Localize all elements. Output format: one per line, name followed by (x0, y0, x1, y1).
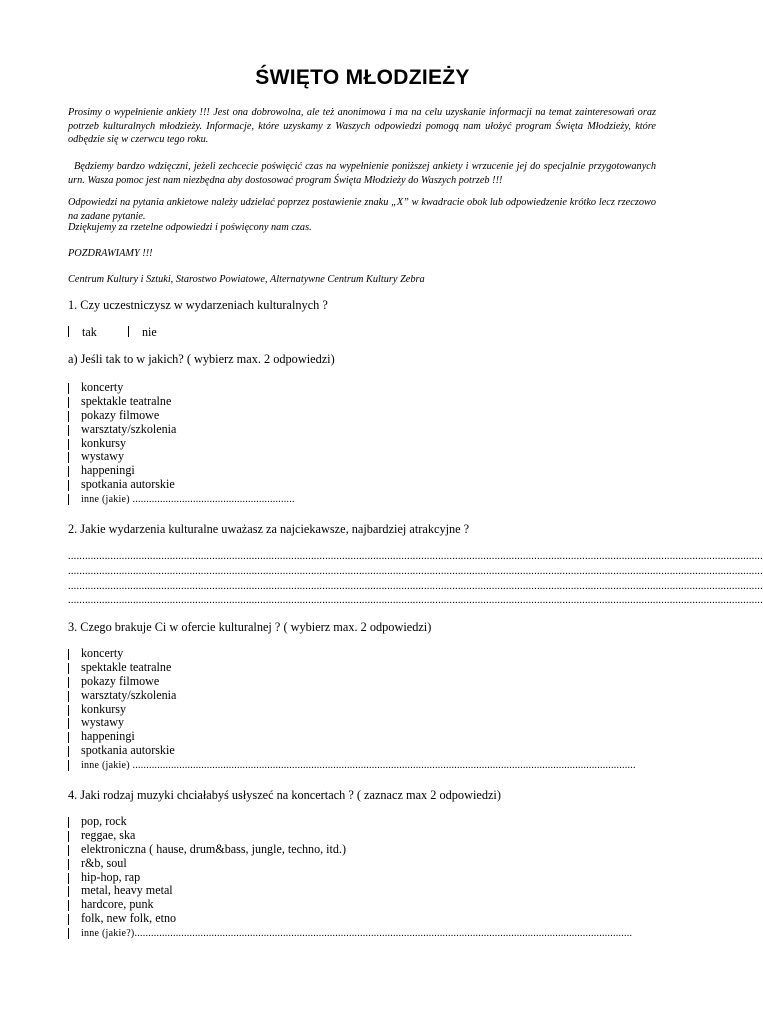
answer-line[interactable]: ...................................................................................................................................................................................................................................................... (68, 581, 763, 592)
option-label: reggae, ska (81, 827, 136, 842)
checkbox[interactable] (68, 466, 69, 477)
option-label: r&b, soul (81, 855, 127, 870)
answer-line[interactable]: ...................................................................................................................................................................................................................................................... (68, 551, 763, 562)
question-1: 1. Czy uczestniczysz w wydarzeniach kulturalnych ? (68, 298, 328, 312)
option[interactable] (68, 478, 295, 492)
checkbox[interactable] (68, 817, 69, 828)
option[interactable] (68, 381, 295, 395)
option-label: warsztaty/szkolenia (81, 687, 177, 702)
option[interactable] (68, 450, 295, 464)
option-label: koncerty (81, 646, 124, 660)
option[interactable] (68, 661, 655, 675)
checkbox[interactable] (68, 439, 69, 450)
option[interactable] (68, 423, 295, 437)
option[interactable] (68, 437, 295, 451)
option[interactable] (68, 912, 655, 926)
checkbox[interactable] (68, 760, 69, 771)
question-3: 3. Czego brakuje Ci w ofercie kulturalnej ? ( wybierz max. 2 odpowiedzi) (68, 620, 432, 634)
checkbox[interactable] (68, 718, 69, 729)
checkbox[interactable] (68, 831, 69, 842)
intro-paragraph-2: Będziemy bardzo wdzięczni, jeżeli zechcecie poświęcić czas na wypełnienie poniższej ankiety i wrzucenie jej do specjalnie przygotowanych urn. Wasza pomoc jest nam niezbędna aby dostosować program Święta Młodzieży do Waszych potrzeb !!! (68, 161, 656, 186)
option-label: happeningi (81, 463, 135, 478)
checkbox-no[interactable] (128, 326, 129, 337)
option-label: spotkania autorskie (81, 743, 175, 758)
option[interactable] (68, 857, 655, 871)
option-label: elektroniczna ( hause, drum&bass, jungle, techno, itd.) (81, 841, 346, 856)
option-label: folk, new folk, etno (81, 911, 177, 926)
checkbox[interactable] (68, 705, 69, 716)
option-label: spektakle teatralne (81, 393, 172, 408)
answer-line[interactable]: ...................................................................................................................................................................................................................................................... (68, 595, 763, 606)
option-label: koncerty (81, 380, 124, 394)
checkbox[interactable] (68, 480, 69, 491)
option-label: metal, heavy metal (81, 883, 173, 898)
option-label: wystawy (81, 715, 124, 730)
question-2: 2. Jakie wydarzenia kulturalne uważasz za najciekawsze, najbardziej atrakcyjne ? (68, 522, 470, 536)
checkbox[interactable] (68, 914, 69, 925)
checkbox[interactable] (68, 663, 69, 674)
answer-yes[interactable] (68, 325, 97, 339)
answer-yes-label: tak (82, 325, 97, 339)
checkbox[interactable] (68, 746, 69, 757)
option[interactable] (68, 409, 295, 423)
checkbox[interactable] (68, 452, 69, 463)
option-label: spektakle teatralne (81, 659, 172, 674)
option-other-label[interactable]: inne (jakie) ........................................................... (81, 494, 295, 506)
question-4-options (68, 815, 655, 940)
option-label: warsztaty/szkolenia (81, 421, 177, 436)
option-label: pokazy filmowe (81, 407, 160, 422)
checkbox[interactable] (68, 677, 69, 688)
option-label: konkursy (81, 435, 127, 450)
option-other[interactable] (68, 758, 655, 772)
checkbox-yes[interactable] (68, 326, 69, 337)
option[interactable] (68, 703, 655, 717)
option[interactable] (68, 871, 655, 885)
option-other-label[interactable]: inne (jakie) ....................................................................................................................................................................................... (81, 760, 636, 772)
checkbox[interactable] (68, 425, 69, 436)
option-other[interactable] (68, 492, 295, 506)
option-label: spotkania autorskie (81, 477, 175, 492)
option[interactable] (68, 829, 655, 843)
checkbox[interactable] (68, 886, 69, 897)
checkbox[interactable] (68, 411, 69, 422)
answer-line[interactable]: ...................................................................................................................................................................................................................................................... (68, 566, 763, 577)
option[interactable] (68, 730, 655, 744)
question-a: a) Jeśli tak to w jakich? ( wybierz max. 2 odpowiedzi) (68, 352, 335, 366)
checkbox[interactable] (68, 928, 69, 939)
option-label: happeningi (81, 729, 135, 744)
option[interactable] (68, 843, 655, 857)
option-label: konkursy (81, 701, 127, 716)
option-label: hardcore, punk (81, 897, 154, 912)
intro-thanks: Dziękujemy za rzetelne odpowiedzi i poświęcony nam czas. (68, 222, 312, 233)
intro-signature: Centrum Kultury i Sztuki, Starostwo Powiatowe, Alternatywne Centrum Kultury Zebra (68, 274, 425, 285)
option-label: wystawy (81, 449, 124, 464)
question-4: 4. Jaki rodzaj muzyki chciałabyś usłyszeć na koncertach ? ( zaznacz max 2 odpowiedzi) (68, 788, 501, 802)
option[interactable] (68, 898, 655, 912)
option[interactable] (68, 815, 655, 829)
option[interactable] (68, 647, 655, 661)
checkbox[interactable] (68, 732, 69, 743)
question-a-options (68, 381, 295, 506)
checkbox[interactable] (68, 649, 69, 660)
option[interactable] (68, 395, 295, 409)
intro-paragraph-1: Prosimy o wypełnienie ankiety !!! Jest ona dobrowolna, ale też anonimowa i ma na celu uzyskanie informacji na temat zainteresowań oraz potrzeb kulturalnych młodzieży. Informacje, które uzyskamy z Waszych odpowiedzi pomogą nam ułożyć program Święta Młodzieży, które odbędzie się w czerwcu tego roku. (68, 107, 656, 146)
option-label: pop, rock (81, 814, 127, 828)
checkbox[interactable] (68, 873, 69, 884)
option-label: pokazy filmowe (81, 673, 160, 688)
checkbox[interactable] (68, 900, 69, 911)
checkbox[interactable] (68, 494, 69, 505)
option[interactable] (68, 744, 655, 758)
checkbox[interactable] (68, 397, 69, 408)
intro-paragraph-3: Odpowiedzi na pytania ankietowe należy udzielać poprzez postawienie znaku „X” w kwadracie obok lub odpowiedzenie krótko lecz rzeczowo na zadane pytanie. (68, 197, 656, 222)
option-other-label[interactable]: inne (jakie?)..................................................................................................................................................................................... (81, 928, 633, 940)
checkbox[interactable] (68, 383, 69, 394)
checkbox[interactable] (68, 859, 69, 870)
checkbox[interactable] (68, 845, 69, 856)
option[interactable] (68, 675, 655, 689)
page-title: ŚWIĘTO MŁODZIEŻY (255, 66, 470, 89)
option[interactable] (68, 884, 655, 898)
answer-no[interactable] (128, 325, 157, 339)
answer-no-label: nie (142, 325, 157, 339)
option[interactable] (68, 689, 655, 703)
intro-greeting: POZDRAWIAMY !!! (68, 248, 153, 259)
question-3-options (68, 647, 655, 772)
checkbox[interactable] (68, 691, 69, 702)
option-label: hip-hop, rap (81, 869, 141, 884)
option[interactable] (68, 716, 655, 730)
option[interactable] (68, 464, 295, 478)
option-other[interactable] (68, 926, 655, 940)
